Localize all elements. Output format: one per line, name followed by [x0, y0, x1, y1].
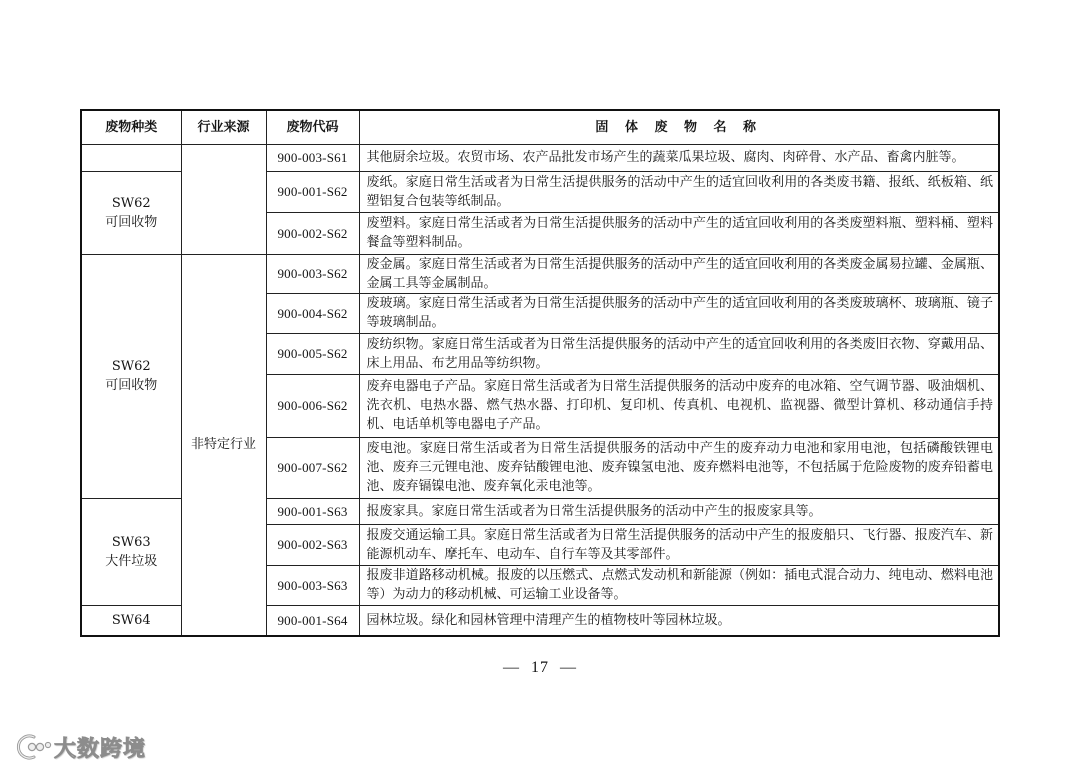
- waste-code-cell: 900-003-S61: [266, 144, 359, 171]
- waste-name-cell: 园林垃圾。绿化和园林管理中清理产生的植物枝叶等园林垃圾。: [359, 605, 999, 636]
- header-industry-source: 行业来源: [181, 110, 266, 144]
- category-cell: [81, 171, 181, 254]
- waste-code-cell: 900-006-S62: [266, 374, 359, 437]
- waste-name-cell: 废弃电器电子产品。家庭日常生活或者为日常生活提供服务的活动中废弃的电冰箱、空气调节器、吸油烟机、洗衣机、电热水器、燃气热水器、打印机、复印机、传真机、电视机、监视器、微型计算机、移动通信手持机、电话单机等电器电子产品。: [359, 374, 999, 437]
- waste-name-cell: 报废非道路移动机械。报废的以压燃式、点燃式发动机和新能源（例如：插电式混合动力、纯电动、燃料电池等）为动力的移动机械、可运输工业设备等。: [359, 565, 999, 605]
- category-cell: [81, 605, 181, 636]
- waste-name-cell: 废纸。家庭日常生活或者为日常生活提供服务的活动中产生的适宜回收利用的各类废书籍、报纸、纸板箱、纸塑铝复合包装等纸制品。: [359, 171, 999, 212]
- waste-name-cell: 废玻璃。家庭日常生活或者为日常生活提供服务的活动中产生的适宜回收利用的各类废玻璃杯、玻璃瓶、镜子等玻璃制品。: [359, 293, 999, 333]
- table-row: [81, 144, 999, 171]
- header-waste-code: 废物代码: [266, 110, 359, 144]
- watermark: [8, 731, 146, 763]
- waste-code-cell: 900-001-S64: [266, 605, 359, 636]
- header-waste-name: 固 体 废 物 名 称: [359, 110, 999, 144]
- category-cell: [81, 254, 181, 498]
- industry-source-cell: 非特定行业: [181, 254, 266, 636]
- industry-source-cell-empty: [181, 144, 266, 254]
- waste-name-cell: 报废交通运输工具。家庭日常生活或者为日常生活提供服务的活动中产生的报废船只、飞行器、报废汽车、新能源机动车、摩托车、电动车、自行车等及其零部件。: [359, 524, 999, 565]
- category-cell: [81, 498, 181, 605]
- table-row: [81, 254, 999, 293]
- waste-code-cell: 900-004-S62: [266, 293, 359, 333]
- waste-code-cell: 900-003-S62: [266, 254, 359, 293]
- waste-name-cell: 废电池。家庭日常生活或者为日常生活提供服务的活动中产生的废弃动力电池和家用电池，包括磷酸铁锂电池、废弃三元锂电池、废弃钴酸锂电池、废弃镍氢电池、废弃燃料电池等，不包括属于危险废物的废弃铅蓄电池、废弃镉镍电池、废弃氧化汞电池等。: [359, 437, 999, 498]
- category-code: SW64: [111, 612, 151, 628]
- category-code: SW62: [111, 195, 151, 211]
- waste-code-cell: 900-001-S62: [266, 171, 359, 212]
- waste-code-cell: 900-001-S63: [266, 498, 359, 524]
- page-number: — 17 —: [503, 659, 577, 676]
- table-header-row: [81, 110, 999, 144]
- waste-code-cell: 900-005-S62: [266, 333, 359, 374]
- waste-code-cell: 900-002-S62: [266, 212, 359, 254]
- swirl-logo-icon: [8, 732, 52, 762]
- waste-code-cell: 900-002-S63: [266, 524, 359, 565]
- category-cell-empty: [81, 144, 181, 171]
- waste-name-cell: 报废家具。家庭日常生活或者为日常生活提供服务的活动中产生的报废家具等。: [359, 498, 999, 524]
- waste-code-cell: 900-007-S62: [266, 437, 359, 498]
- category-label: 可回收物: [105, 378, 158, 393]
- watermark-text: 大数跨境: [54, 736, 147, 762]
- category-code: SW63: [111, 534, 151, 550]
- waste-name-cell: 废纺织物。家庭日常生活或者为日常生活提供服务的活动中产生的适宜回收利用的各类废旧衣物、穿戴用品、床上用品、布艺用品等纺织物。: [359, 333, 999, 374]
- category-code: SW62: [111, 359, 151, 374]
- waste-catalog-table: [80, 109, 1000, 637]
- header-waste-category: 废物种类: [81, 110, 181, 144]
- waste-code-cell: 900-003-S63: [266, 565, 359, 605]
- category-label: 大件垃圾: [105, 553, 158, 569]
- waste-name-cell: 其他厨余垃圾。农贸市场、农产品批发市场产生的蔬菜瓜果垃圾、腐肉、肉碎骨、水产品、畜禽内脏等。: [359, 144, 999, 171]
- waste-name-cell: 废金属。家庭日常生活或者为日常生活提供服务的活动中产生的适宜回收利用的各类废金属易拉罐、金属瓶、金属工具等金属制品。: [359, 254, 999, 293]
- waste-name-cell: 废塑料。家庭日常生活或者为日常生活提供服务的活动中产生的适宜回收利用的各类废塑料瓶、塑料桶、塑料餐盒等塑料制品。: [359, 212, 999, 254]
- category-label: 可回收物: [105, 214, 158, 230]
